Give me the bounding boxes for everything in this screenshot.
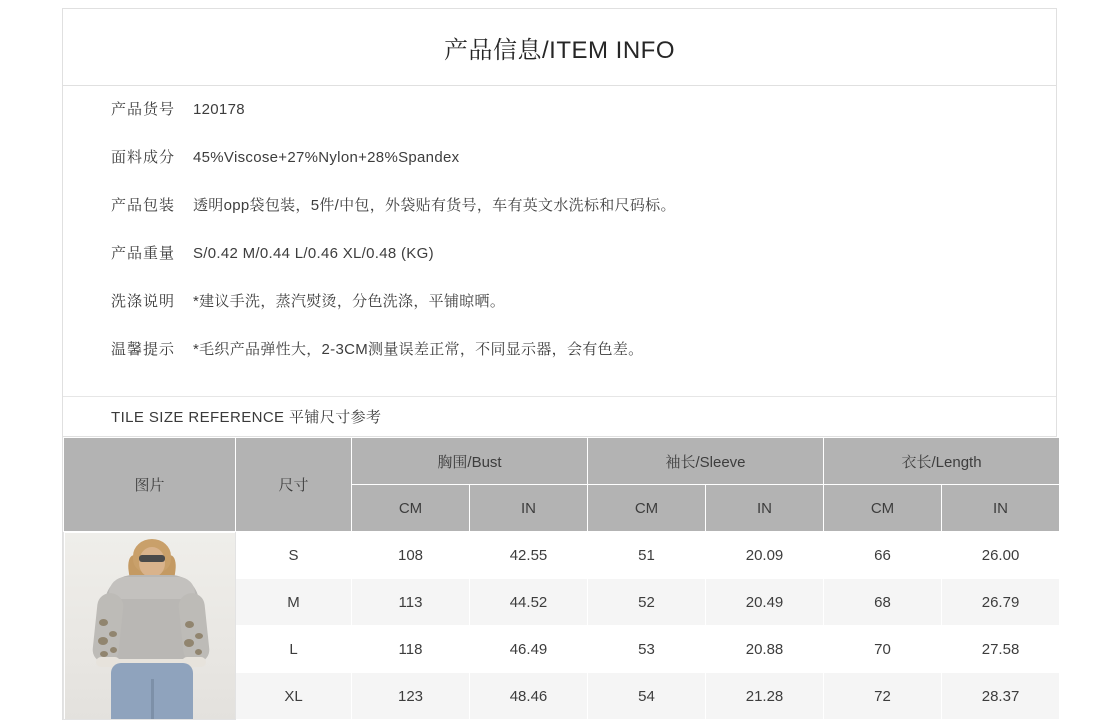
cell-length-in: 26.79	[942, 579, 1060, 626]
product-photo-cell	[64, 532, 236, 720]
info-label: 面料成分	[111, 149, 176, 166]
cell-size: M	[236, 579, 352, 626]
info-value: *建议手洗，蒸汽熨烫，分色洗涤，平铺晾晒。	[193, 293, 506, 310]
cell-length-cm: 70	[824, 626, 942, 673]
product-info-list	[63, 86, 1056, 397]
info-label: 洗涤说明	[111, 293, 176, 310]
header-unit-length-in: IN	[942, 485, 1060, 532]
info-value: 透明opp袋包装，5件/中包，外袋贴有货号，车有英文水洗标和尺码标。	[193, 197, 676, 214]
header-group-bust: 胸围/Bust	[352, 438, 588, 485]
header-image: 图片	[64, 438, 236, 532]
cell-size: S	[236, 532, 352, 579]
table-row	[64, 532, 1060, 579]
cell-sleeve-cm: 53	[588, 626, 706, 673]
cell-bust-cm: 108	[352, 532, 470, 579]
cell-sleeve-in: 21.28	[706, 673, 824, 720]
info-value: 45%Viscose+27%Nylon+28%Spandex	[193, 149, 460, 166]
cell-bust-in: 44.52	[470, 579, 588, 626]
header-group-sleeve: 袖长/Sleeve	[588, 438, 824, 485]
info-row	[63, 338, 1056, 386]
cell-sleeve-in: 20.49	[706, 579, 824, 626]
info-row	[63, 290, 1056, 338]
header-unit-length-cm: CM	[824, 485, 942, 532]
header-unit-bust-in: IN	[470, 485, 588, 532]
info-label: 产品重量	[111, 245, 176, 262]
cell-bust-cm: 123	[352, 673, 470, 720]
header-unit-sleeve-cm: CM	[588, 485, 706, 532]
header-group-length: 衣长/Length	[824, 438, 1060, 485]
cell-length-cm: 66	[824, 532, 942, 579]
info-row	[63, 98, 1056, 146]
cell-bust-cm: 113	[352, 579, 470, 626]
cell-bust-in: 42.55	[470, 532, 588, 579]
cell-bust-in: 46.49	[470, 626, 588, 673]
cell-length-in: 28.37	[942, 673, 1060, 720]
size-table-caption: TILE SIZE REFERENCE 平铺尺寸参考	[63, 397, 1056, 437]
cell-length-in: 26.00	[942, 532, 1060, 579]
header-size: 尺寸	[236, 438, 352, 532]
info-value: *毛织产品弹性大，2-3CM测量误差正常，不同显示器，会有色差。	[193, 341, 644, 358]
product-photo	[65, 533, 235, 719]
size-reference-table	[63, 437, 1060, 720]
info-label: 产品货号	[111, 101, 176, 118]
header-unit-bust-cm: CM	[352, 485, 470, 532]
info-row	[63, 242, 1056, 290]
info-sheet	[62, 8, 1057, 720]
header-unit-sleeve-in: IN	[706, 485, 824, 532]
cell-length-cm: 68	[824, 579, 942, 626]
cell-bust-cm: 118	[352, 626, 470, 673]
cell-sleeve-cm: 52	[588, 579, 706, 626]
cell-sleeve-in: 20.88	[706, 626, 824, 673]
info-label: 温馨提示	[111, 341, 176, 358]
cell-size: XL	[236, 673, 352, 720]
info-label: 产品包装	[111, 197, 176, 214]
info-row	[63, 146, 1056, 194]
info-value: S/0.42 M/0.44 L/0.46 XL/0.48 (KG)	[193, 245, 434, 262]
cell-length-cm: 72	[824, 673, 942, 720]
cell-bust-in: 48.46	[470, 673, 588, 720]
cell-sleeve-cm: 54	[588, 673, 706, 720]
info-value: 120178	[193, 101, 245, 118]
cell-sleeve-in: 20.09	[706, 532, 824, 579]
cell-length-in: 27.58	[942, 626, 1060, 673]
cell-sleeve-cm: 51	[588, 532, 706, 579]
page-title-bar	[63, 9, 1056, 86]
cell-size: L	[236, 626, 352, 673]
info-row	[63, 194, 1056, 242]
page-title: 产品信息/ITEM INFO	[444, 36, 675, 64]
